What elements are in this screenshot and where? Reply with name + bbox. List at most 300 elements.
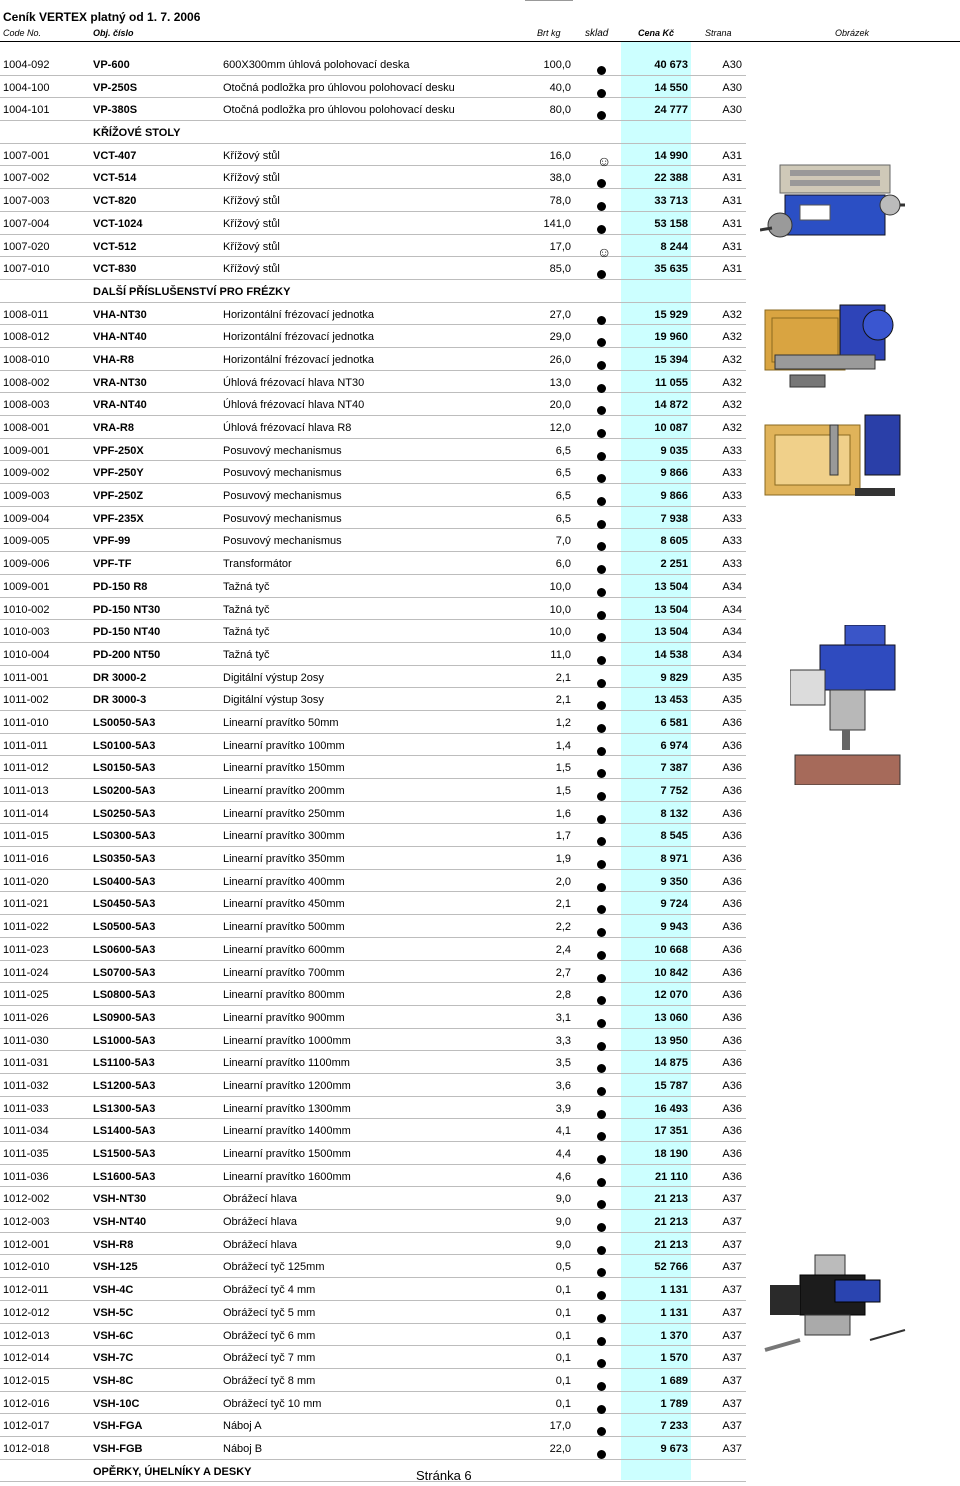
price: 1 689	[660, 1374, 688, 1387]
price: 1 789	[660, 1397, 688, 1410]
item-code: 1009-003	[3, 490, 50, 503]
item-code: 1007-020	[3, 240, 50, 253]
gross-weight: 0,1	[555, 1306, 571, 1319]
order-number: LS1500-5A3	[93, 1148, 156, 1160]
price: 8 605	[660, 535, 688, 548]
item-description: Obrážecí tyč 10 mm	[223, 1397, 322, 1410]
item-code: 1004-101	[3, 104, 50, 117]
item-description: Otočná podložka pro úhlovou polohovací desku	[223, 81, 455, 94]
table-row	[0, 1324, 746, 1347]
order-number: LS1400-5A3	[93, 1125, 156, 1138]
catalog-page: A36	[722, 1125, 742, 1138]
gross-weight: 1,9	[555, 853, 571, 866]
price: 14 990	[654, 149, 688, 162]
item-code: 1012-014	[3, 1352, 50, 1365]
gross-weight: 2,4	[555, 943, 571, 956]
order-number: VP-250S	[93, 81, 138, 94]
catalog-page: A36	[722, 1148, 742, 1160]
order-number: LS0200-5A3	[93, 785, 156, 797]
gross-weight: 3,3	[555, 1034, 571, 1047]
table-row	[0, 1233, 746, 1256]
gross-weight: 17,0	[549, 1420, 571, 1433]
table-row	[0, 961, 746, 984]
table-row	[0, 1369, 746, 1392]
table-row	[0, 53, 746, 76]
gross-weight: 80,0	[549, 104, 571, 117]
catalog-page: A32	[722, 422, 742, 434]
catalog-page: A36	[722, 1011, 742, 1024]
price: 7 938	[660, 512, 688, 525]
catalog-page: A36	[722, 785, 742, 797]
order-number: LS0800-5A3	[93, 989, 156, 1002]
table-row	[0, 166, 746, 189]
item-description: Linearní pravítko 1400mm	[223, 1125, 351, 1138]
gross-weight: 10,0	[549, 580, 571, 593]
order-number: PD-200 NT50	[93, 648, 161, 661]
order-number: VSH-10C	[93, 1397, 140, 1410]
catalog-page: A31	[722, 172, 742, 185]
catalog-page: A37	[722, 1261, 742, 1274]
page-footer: Stránka 6	[416, 1468, 472, 1483]
table-row	[0, 847, 746, 870]
item-description: Obrážecí tyč 7 mm	[223, 1352, 316, 1365]
item-description: Linearní pravítko 700mm	[223, 966, 345, 979]
order-number: PD-150 NT30	[93, 603, 161, 616]
order-number: VCT-820	[93, 195, 137, 208]
item-code: 1011-011	[3, 739, 48, 752]
item-description: Horizontální frézovací jednotka	[223, 308, 375, 321]
price: 14 872	[654, 399, 688, 412]
catalog-page: A31	[722, 263, 742, 276]
order-number: VSH-NT40	[93, 1216, 147, 1229]
catalog-page: A36	[722, 830, 742, 843]
order-number: VSH-4C	[93, 1284, 134, 1297]
item-description: Úhlová frézovací hlava NT40	[223, 399, 365, 412]
price: 14 875	[654, 1057, 688, 1070]
item-code: 1011-014	[3, 807, 49, 820]
order-number: VCT-512	[93, 240, 137, 253]
item-description: Posuvový mechanismus	[223, 535, 342, 548]
item-description: Linearní pravítko 900mm	[223, 1011, 345, 1024]
item-code: 1010-004	[3, 648, 50, 661]
item-code: 1008-010	[3, 353, 50, 366]
catalog-page: A35	[722, 694, 742, 707]
gross-weight: 6,5	[555, 512, 571, 525]
order-number: VP-380S	[93, 104, 138, 117]
item-description: Tažná tyč	[223, 626, 270, 639]
catalog-page: A36	[722, 739, 742, 752]
item-description: Transformátor	[223, 558, 292, 571]
section-row	[0, 121, 746, 144]
item-description: Linearní pravítko 50mm	[223, 716, 339, 729]
angle-milling-head-image	[760, 410, 905, 505]
table-row	[0, 303, 746, 326]
item-description: Obrážecí tyč 6 mm	[223, 1329, 316, 1342]
price: 22 388	[654, 172, 688, 185]
table-row	[0, 802, 746, 825]
gross-weight: 0,1	[555, 1284, 571, 1297]
item-code: 1011-032	[3, 1079, 49, 1092]
order-number: VRA-NT40	[93, 399, 147, 412]
price: 35 635	[654, 263, 688, 276]
item-description: Obrážecí tyč 8 mm	[223, 1374, 316, 1387]
order-number: LS1200-5A3	[93, 1079, 156, 1092]
item-description: Obrážecí hlava	[223, 1193, 297, 1206]
table-row	[0, 552, 746, 575]
gross-weight: 0,1	[555, 1352, 571, 1365]
order-number: VCT-407	[93, 149, 137, 162]
price: 1 131	[660, 1306, 688, 1319]
gross-weight: 0,5	[555, 1261, 571, 1274]
price: 6 581	[660, 716, 688, 729]
table-row	[0, 915, 746, 938]
price: 15 787	[654, 1079, 688, 1092]
item-description: Linearní pravítko 350mm	[223, 853, 345, 866]
table-row	[0, 1119, 746, 1142]
catalog-page: A36	[722, 1079, 742, 1092]
item-code: 1011-033	[3, 1102, 49, 1115]
item-description: Náboj A	[223, 1420, 262, 1433]
gross-weight: 0,1	[555, 1374, 571, 1387]
catalog-page: A36	[722, 853, 742, 866]
order-number: VSH-R8	[93, 1238, 134, 1251]
item-description: Linearní pravítko 1000mm	[223, 1034, 351, 1047]
col-stock-header: sklad	[585, 28, 609, 39]
price: 9 350	[660, 875, 688, 888]
item-code: 1010-003	[3, 626, 50, 639]
price: 9 724	[660, 898, 688, 911]
cross-table-image	[760, 160, 905, 255]
item-description: Obrážecí tyč 4 mm	[223, 1284, 316, 1297]
catalog-page: A36	[722, 762, 742, 775]
order-number: DR 3000-3	[93, 694, 147, 707]
table-row	[0, 325, 746, 348]
item-code: 1007-002	[3, 172, 50, 185]
price: 10 087	[654, 422, 688, 434]
item-description: Horizontální frézovací jednotka	[223, 353, 375, 366]
column-header	[0, 28, 960, 41]
item-description: Posuvový mechanismus	[223, 512, 342, 525]
table-row	[0, 98, 746, 121]
catalog-page: A30	[722, 59, 742, 71]
order-number: VPF-235X	[93, 512, 144, 525]
gross-weight: 2,2	[555, 921, 571, 934]
table-row	[0, 598, 746, 621]
table-row	[0, 1006, 746, 1029]
price: 13 504	[654, 626, 688, 639]
gross-weight: 2,7	[555, 966, 571, 979]
gross-weight: 78,0	[549, 195, 571, 208]
table-row	[0, 688, 746, 711]
catalog-page: A33	[722, 558, 742, 571]
gross-weight: 1,6	[555, 807, 571, 820]
catalog-page: A37	[722, 1306, 742, 1319]
gross-weight: 27,0	[549, 308, 571, 321]
table-row	[0, 76, 746, 99]
price: 21 110	[654, 1170, 688, 1183]
table-row	[0, 870, 746, 893]
item-code: 1012-001	[3, 1238, 50, 1251]
item-code: 1012-011	[3, 1284, 49, 1297]
item-description: Linearní pravítko 400mm	[223, 875, 345, 888]
item-description: Křížový stůl	[223, 240, 280, 253]
col-image-header: Obrázek	[835, 28, 870, 38]
price: 8 545	[660, 830, 688, 843]
order-number: LS0350-5A3	[93, 853, 156, 866]
gross-weight: 40,0	[549, 81, 571, 94]
price: 52 766	[654, 1261, 688, 1274]
order-number: VP-600	[93, 59, 130, 71]
order-number: LS1600-5A3	[93, 1170, 156, 1183]
catalog-page: A33	[722, 444, 742, 457]
table-row	[0, 1029, 746, 1052]
price: 13 950	[654, 1034, 688, 1047]
item-description: Linearní pravítko 800mm	[223, 989, 345, 1002]
item-description: Linearní pravítko 500mm	[223, 921, 345, 934]
item-code: 1004-092	[3, 59, 50, 71]
order-number: LS0900-5A3	[93, 1011, 156, 1024]
table-row	[0, 371, 746, 394]
item-code: 1009-006	[3, 558, 50, 571]
order-number: LS1300-5A3	[93, 1102, 156, 1115]
item-description: Linearní pravítko 150mm	[223, 762, 345, 775]
item-description: Posuvový mechanismus	[223, 467, 342, 480]
gross-weight: 9,0	[555, 1193, 571, 1206]
catalog-page: A31	[722, 240, 742, 253]
item-description: Křížový stůl	[223, 149, 280, 162]
catalog-page: A35	[722, 671, 742, 684]
order-number: VHA-NT40	[93, 331, 147, 344]
price: 13 504	[654, 603, 688, 616]
catalog-page: A32	[722, 399, 742, 412]
gross-weight: 6,5	[555, 444, 571, 457]
table-row	[0, 1097, 746, 1120]
price: 53 158	[654, 217, 688, 230]
gross-weight: 0,1	[555, 1397, 571, 1410]
table-row	[0, 348, 746, 371]
item-code: 1011-013	[3, 785, 49, 797]
price: 14 550	[654, 81, 688, 94]
gross-weight: 1,2	[555, 716, 571, 729]
price: 15 929	[654, 308, 688, 321]
price: 16 493	[654, 1102, 688, 1115]
top-divider	[525, 0, 573, 1]
price: 33 713	[654, 195, 688, 208]
price: 12 070	[654, 989, 688, 1002]
item-code: 1011-012	[3, 762, 49, 775]
order-number: VHA-R8	[93, 353, 134, 366]
price: 1 570	[660, 1352, 688, 1365]
gross-weight: 17,0	[549, 240, 571, 253]
catalog-page: A34	[722, 626, 742, 639]
gross-weight: 3,1	[555, 1011, 571, 1024]
item-code: 1008-002	[3, 376, 50, 389]
order-number: VCT-830	[93, 263, 137, 276]
table-row	[0, 756, 746, 779]
col-price-header: Cena Kč	[638, 28, 675, 38]
order-number: LS1100-5A3	[93, 1057, 155, 1070]
item-description: Tažná tyč	[223, 648, 270, 661]
table-row	[0, 507, 746, 530]
order-number: VPF-250Z	[93, 490, 144, 503]
catalog-page: A34	[722, 580, 742, 593]
item-code: 1009-005	[3, 535, 50, 548]
catalog-page: A37	[722, 1238, 742, 1251]
gross-weight: 9,0	[555, 1216, 571, 1229]
item-code: 1011-024	[3, 966, 49, 979]
item-description: Linearní pravítko 1300mm	[223, 1102, 351, 1115]
gross-weight: 2,1	[555, 694, 571, 707]
col-brt-header: Brt kg	[537, 28, 561, 38]
item-description: Linearní pravítko 300mm	[223, 830, 345, 843]
order-number: VSH-5C	[93, 1306, 134, 1319]
gross-weight: 29,0	[549, 331, 571, 344]
catalog-page: A34	[722, 603, 742, 616]
table-row	[0, 938, 746, 961]
order-number: PD-150 R8	[93, 580, 148, 593]
catalog-page: A33	[722, 467, 742, 480]
item-code: 1007-001	[3, 149, 50, 162]
table-row	[0, 1346, 746, 1369]
catalog-page: A36	[722, 966, 742, 979]
price: 1 131	[660, 1284, 688, 1297]
catalog-page: A36	[722, 716, 742, 729]
price: 11 055	[654, 376, 688, 389]
catalog-page: A37	[722, 1284, 742, 1297]
item-code: 1011-035	[3, 1148, 49, 1160]
catalog-page: A33	[722, 535, 742, 548]
item-description: Obrážecí hlava	[223, 1216, 297, 1229]
table-row	[0, 1051, 746, 1074]
table-row	[0, 734, 746, 757]
catalog-page: A36	[722, 1034, 742, 1047]
catalog-page: A31	[722, 195, 742, 208]
order-number: LS0250-5A3	[93, 807, 156, 820]
order-number: VCT-514	[93, 172, 137, 185]
item-description: Linearní pravítko 1600mm	[223, 1170, 351, 1183]
table-row	[0, 212, 746, 235]
section-title: DALŠÍ PŘÍSLUŠENSTVÍ PRO FRÉZKY	[93, 285, 291, 298]
order-number: PD-150 NT40	[93, 626, 161, 639]
order-number: LS0050-5A3	[93, 716, 156, 729]
item-description: Digitální výstup 2osy	[223, 671, 324, 684]
item-code: 1007-003	[3, 195, 50, 208]
order-number: VPF-250X	[93, 444, 144, 457]
price: 8 132	[660, 807, 688, 820]
item-code: 1011-030	[3, 1034, 49, 1047]
table-row	[0, 892, 746, 915]
page-title: Ceník VERTEX platný od 1. 7. 2006	[3, 10, 201, 24]
price: 14 538	[654, 648, 688, 661]
table-row	[0, 461, 746, 484]
item-description: Úhlová frézovací hlava NT30	[223, 376, 365, 389]
gross-weight: 6,0	[555, 558, 571, 571]
catalog-page: A36	[722, 875, 742, 888]
item-code: 1007-010	[3, 263, 50, 276]
order-number: LS0600-5A3	[93, 943, 156, 956]
price: 7 387	[660, 762, 688, 775]
catalog-page: A37	[722, 1374, 742, 1387]
item-code: 1011-020	[3, 875, 49, 888]
table-row	[0, 1165, 746, 1188]
item-description: Linearní pravítko 450mm	[223, 898, 345, 911]
item-code: 1009-002	[3, 467, 50, 480]
catalog-page: A36	[722, 943, 742, 956]
item-code: 1011-022	[3, 921, 49, 934]
price: 21 213	[654, 1216, 688, 1229]
order-number: LS0700-5A3	[93, 966, 156, 979]
gross-weight: 1,5	[555, 762, 571, 775]
table-row	[0, 1074, 746, 1097]
price: 9 673	[660, 1442, 688, 1455]
section-title: OPĚRKY, ÚHELNÍKY A DESKY	[93, 1465, 252, 1478]
item-code: 1011-034	[3, 1125, 49, 1138]
gross-weight: 9,0	[555, 1238, 571, 1251]
price: 13 453	[654, 694, 688, 707]
gross-weight: 2,8	[555, 989, 571, 1002]
item-description: Horizontální frézovací jednotka	[223, 331, 375, 344]
catalog-page: A32	[722, 331, 742, 344]
item-description: Křížový stůl	[223, 172, 280, 185]
gross-weight: 1,7	[555, 830, 571, 843]
table-row	[0, 643, 746, 666]
item-code: 1012-015	[3, 1374, 50, 1387]
table-row	[0, 393, 746, 416]
item-description: Linearní pravítko 1500mm	[223, 1148, 351, 1160]
gross-weight: 6,5	[555, 467, 571, 480]
gross-weight: 3,6	[555, 1079, 571, 1092]
price: 9 866	[660, 490, 688, 503]
item-code: 1009-001	[3, 444, 50, 457]
item-description: Digitální výstup 3osy	[223, 694, 324, 707]
item-description: Posuvový mechanismus	[223, 444, 342, 457]
item-code: 1011-002	[3, 694, 49, 707]
table-row: 1007-001 VCT-407 Křížový stůl 16,0 14 990 A31 ☺	[0, 144, 746, 167]
item-description: Křížový stůl	[223, 195, 280, 208]
col-obj-header: Obj. číslo	[93, 28, 134, 38]
table-row	[0, 1301, 746, 1324]
table-row	[0, 711, 746, 734]
price: 24 777	[654, 104, 688, 117]
catalog-page: A37	[722, 1193, 742, 1206]
item-code: 1007-004	[3, 217, 50, 230]
item-code: 1011-016	[3, 853, 49, 866]
item-code: 1009-004	[3, 512, 50, 525]
item-description: Posuvový mechanismus	[223, 490, 342, 503]
gross-weight: 6,5	[555, 490, 571, 503]
section-title: KŘÍŽOVÉ STOLY	[93, 127, 181, 140]
order-number: LS0500-5A3	[93, 921, 156, 934]
item-code: 1008-003	[3, 399, 50, 412]
item-code: 1012-012	[3, 1306, 50, 1319]
table-row	[0, 1255, 746, 1278]
price: 10 842	[654, 966, 688, 979]
col-page-header: Strana	[705, 28, 732, 38]
catalog-page: A37	[722, 1352, 742, 1365]
table-row	[0, 484, 746, 507]
table-row	[0, 1210, 746, 1233]
item-code: 1012-013	[3, 1329, 50, 1342]
gross-weight: 2,1	[555, 898, 571, 911]
order-number: VSH-FGB	[93, 1442, 143, 1455]
order-number: VRA-NT30	[93, 376, 147, 389]
item-code: 1004-100	[3, 81, 50, 94]
item-code: 1011-015	[3, 830, 49, 843]
order-number: LS0100-5A3	[93, 739, 156, 752]
gross-weight: 10,0	[549, 603, 571, 616]
item-description: Tažná tyč	[223, 603, 270, 616]
catalog-page: A36	[722, 1057, 742, 1070]
